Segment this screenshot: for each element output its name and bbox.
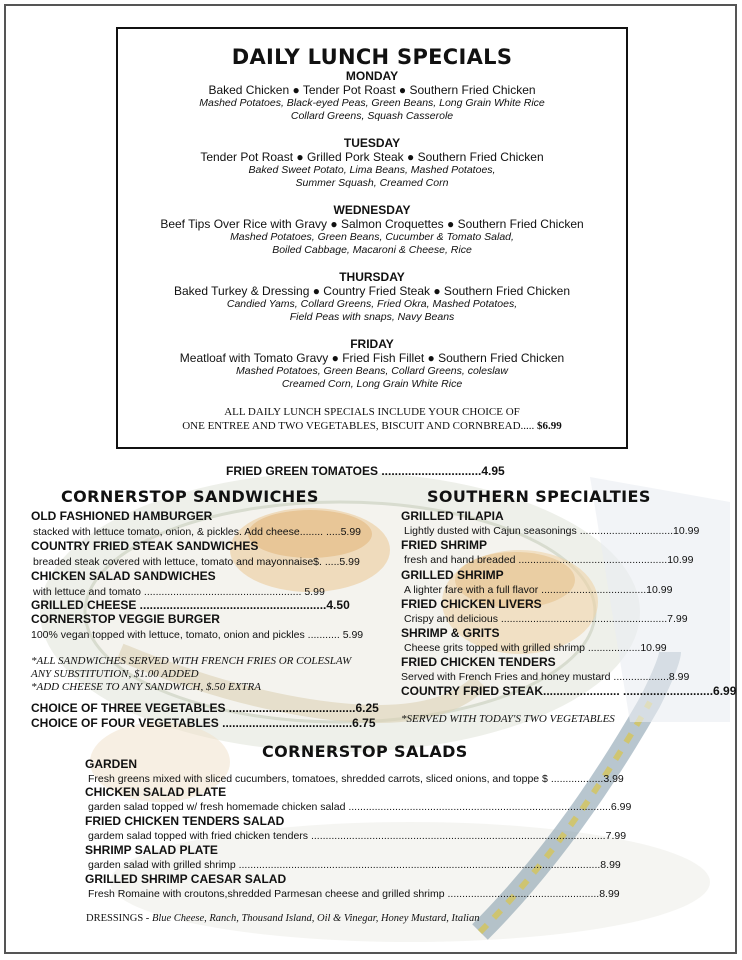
day-name: WEDNESDAY — [333, 203, 411, 217]
note-text: ONE ENTREE AND TWO VEGETABLES, BISCUIT AND CORNBREAD..... — [182, 420, 535, 432]
day-sides: Summer Squash, Creamed Corn — [295, 177, 449, 189]
item-name: CORNERSTOP VEGGIE BURGER — [31, 612, 220, 626]
southern-item — [401, 509, 699, 538]
item-name: GRILLED SHRIMP — [401, 568, 504, 582]
day-sides: Mashed Potatoes, Green Beans, Cucumber & Tomato Salad, — [230, 231, 514, 243]
salad-item — [85, 785, 631, 814]
item-label: FRIED GREEN TOMATOES .............................. — [226, 464, 482, 478]
southern-item — [401, 655, 689, 684]
item-name: CHICKEN SALAD SANDWICHES — [31, 569, 216, 583]
daily-specials-title: DAILY LUNCH SPECIALS — [231, 45, 513, 69]
note-line: ANY SUBSTITUTION, $1.00 ADDED — [31, 668, 199, 680]
day-entrees: Meatloaf with Tomato Gravy ● Fried Fish Fillet ● Southern Fried Chicken — [179, 351, 565, 365]
day-entrees: Baked Turkey & Dressing ● Country Fried Steak ● Southern Fried Chicken — [174, 284, 570, 298]
sandwiches-heading: CORNERSTOP SANDWICHES — [61, 487, 319, 506]
sandwich-item — [31, 539, 360, 569]
southern-item — [401, 568, 672, 597]
item-name: COUNTRY FRIED STEAK....................... ...........................6.99 — [401, 684, 737, 698]
item-desc: Fresh greens mixed with sliced cucumbers, tomatoes, shredded carrots, sliced onions, and toppe $ ..................3.99 — [88, 773, 624, 785]
item-name: OLD FASHIONED HAMBURGER — [31, 509, 213, 523]
item-desc: Lightly dusted with Cajun seasonings ................................10.99 — [404, 525, 700, 537]
southern-item — [401, 538, 693, 567]
item-name: GRILLED SHRIMP CAESAR SALAD — [85, 872, 287, 886]
salad-item — [85, 872, 620, 901]
sandwich-item — [31, 612, 363, 642]
day-sides: Collard Greens, Squash Casserole — [290, 110, 454, 122]
dressings-label: DRESSINGS - — [86, 913, 152, 924]
day-tuesday — [118, 136, 626, 190]
daily-specials-price: $6.99 — [537, 420, 562, 432]
day-sides: Mashed Potatoes, Green Beans, Collard Greens, coleslaw — [236, 365, 508, 377]
southern-item — [401, 684, 736, 698]
item-desc: with lettuce and tomato ...................................................... 5.99 — [33, 586, 325, 598]
sandwich-notes — [31, 655, 351, 694]
day-thursday — [118, 270, 626, 324]
southern-item — [401, 597, 688, 626]
day-entrees: Baked Chicken ● Tender Pot Roast ● Southern Fried Chicken — [208, 83, 536, 97]
item-name: SHRIMP SALAD PLATE — [85, 843, 218, 857]
day-name: TUESDAY — [343, 136, 401, 150]
daily-specials-box — [116, 27, 628, 449]
item-desc: Cheese grits topped with grilled shrimp ..................10.99 — [404, 642, 667, 654]
item-name: COUNTRY FRIED STEAK SANDWICHES — [31, 539, 259, 553]
salad-item — [85, 814, 626, 843]
day-sides: Baked Sweet Potato, Lima Beans, Mashed Potatoes, — [248, 164, 496, 176]
item-desc: 100% vegan topped with lettuce, tomato, onion and pickles ........... 5.99 — [31, 629, 364, 641]
day-monday — [118, 69, 626, 123]
day-sides: Boiled Cabbage, Macaroni & Cheese, Rice — [272, 244, 472, 256]
southern-note: *SERVED WITH TODAY'S TWO VEGETABLES — [401, 713, 615, 725]
note-line: *ALL SANDWICHES SERVED WITH FRENCH FRIES OR COLESLAW — [31, 655, 352, 667]
veg-three-line: CHOICE OF THREE VEGETABLES ......................................6.25 — [31, 701, 379, 715]
fried-green-tomatoes-line — [226, 464, 505, 478]
day-name: MONDAY — [345, 69, 399, 83]
sandwich-item — [31, 569, 325, 599]
item-desc: Fresh Romaine with croutons,shredded Parmesan cheese and grilled shrimp ....................................................8.99 — [88, 888, 620, 900]
item-name: FRIED CHICKEN LIVERS — [401, 597, 542, 611]
sandwich-item — [31, 598, 350, 612]
item-desc: breaded steak covered with lettuce, tomato and mayonnaise$. .....5.99 — [33, 556, 360, 568]
item-name: GRILLED CHEESE ........................................................4.50 — [31, 598, 350, 612]
salad-item — [85, 843, 621, 872]
item-name: GARDEN — [85, 757, 138, 771]
day-entrees: Beef Tips Over Rice with Gravy ● Salmon Croquettes ● Southern Fried Chicken — [160, 217, 584, 231]
note-line: ALL DAILY LUNCH SPECIALS INCLUDE YOUR CHOICE OF — [224, 406, 520, 418]
dressings-line — [86, 913, 479, 924]
item-price: 4.95 — [481, 464, 505, 478]
item-name: FRIED CHICKEN TENDERS — [401, 655, 556, 669]
day-name: THURSDAY — [339, 270, 405, 284]
item-name: CHICKEN SALAD PLATE — [85, 785, 227, 799]
item-desc: garden salad topped w/ fresh homemade chicken salad ..........................................................................................6.99 — [88, 801, 632, 813]
day-sides: Candied Yams, Collard Greens, Fried Okra, Mashed Potatoes, — [226, 298, 518, 310]
salads-heading: CORNERSTOP SALADS — [262, 742, 468, 761]
southern-heading: SOUTHERN SPECIALTIES — [427, 487, 651, 506]
item-desc: gardem salad topped with fried chicken tenders .....................................................................................................7.99 — [88, 830, 627, 842]
day-wednesday — [118, 203, 626, 257]
item-desc: A lighter fare with a full flavor ....................................10.99 — [404, 584, 673, 596]
veg-four-line: CHOICE OF FOUR VEGETABLES .......................................6.75 — [31, 716, 376, 730]
item-desc: stacked with lettuce tomato, onion, & pickles. Add cheese........ .....5.99 — [33, 526, 362, 538]
day-sides: Field Peas with snaps, Navy Beans — [289, 311, 455, 323]
dressings-list: Blue Cheese, Ranch, Thousand Island, Oil & Vinegar, Honey Mustard, Italian — [151, 913, 480, 924]
southern-item — [401, 626, 667, 655]
item-desc: Crispy and delicious .........................................................7.99 — [404, 613, 688, 625]
item-name: SHRIMP & GRITS — [401, 626, 500, 640]
day-friday — [118, 337, 626, 391]
day-sides: Mashed Potatoes, Black-eyed Peas, Green Beans, Long Grain White Rice — [199, 97, 545, 109]
item-desc: Served with French Fries and honey mustard ...................8.99 — [401, 671, 690, 683]
day-entrees: Tender Pot Roast ● Grilled Pork Steak ● Southern Fried Chicken — [200, 150, 544, 164]
item-name: FRIED SHRIMP — [401, 538, 488, 552]
daily-specials-note — [118, 405, 626, 433]
day-name: FRIDAY — [350, 337, 394, 351]
item-name: FRIED CHICKEN TENDERS SALAD — [85, 814, 285, 828]
note-line: *ADD CHEESE TO ANY SANDWICH, $.50 EXTRA — [31, 681, 261, 693]
item-name: GRILLED TILAPIA — [401, 509, 504, 523]
day-sides: Creamed Corn, Long Grain White Rice — [281, 378, 463, 390]
salad-item — [85, 757, 624, 786]
item-desc: fresh and hand breaded ...................................................10.99 — [404, 554, 694, 566]
note-line — [118, 419, 626, 433]
sandwich-item — [31, 509, 361, 539]
item-desc: garden salad with grilled shrimp ............................................................................................................................8.99 — [88, 859, 621, 871]
